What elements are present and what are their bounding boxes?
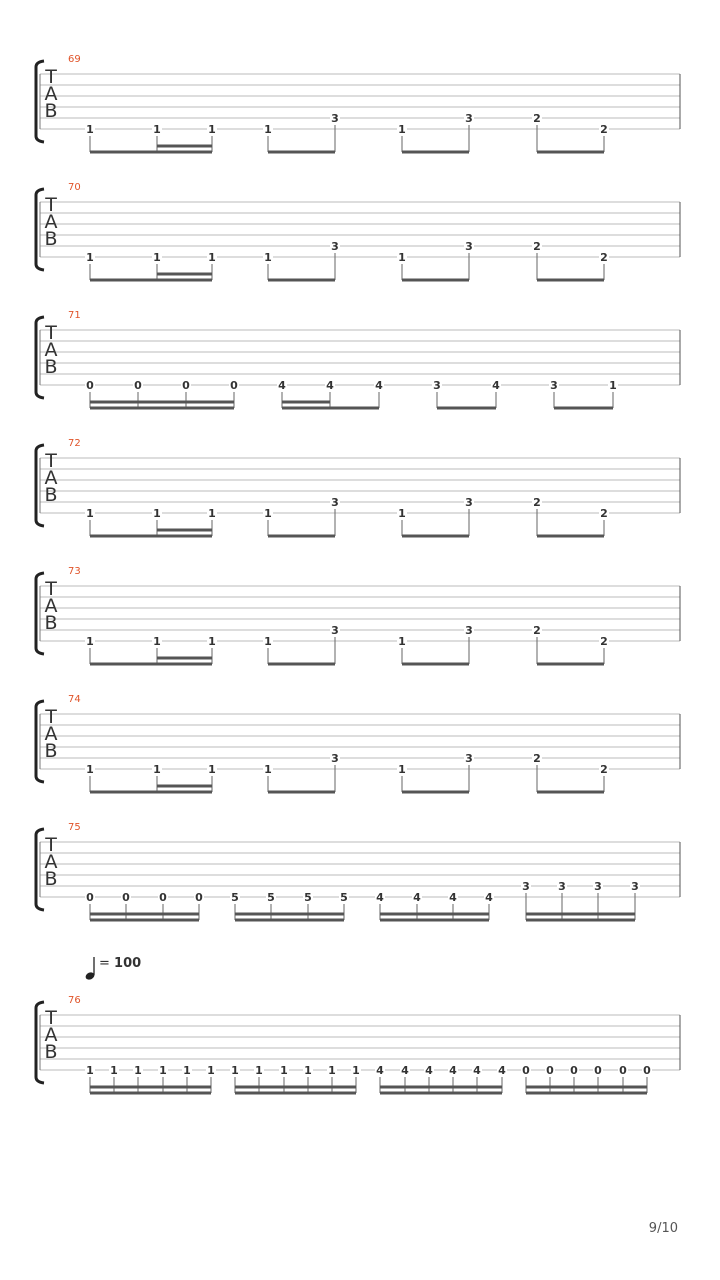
fret-number: 1: [153, 123, 161, 136]
tab-clef-letter: B: [44, 740, 58, 762]
measure-number: 70: [68, 182, 81, 193]
fret-number: 2: [600, 507, 608, 520]
fret-number: 1: [264, 507, 272, 520]
beam: [537, 151, 604, 154]
fret-number: 4: [485, 891, 493, 904]
fret-number: 0: [230, 379, 238, 392]
fret-number: 1: [86, 507, 94, 520]
measure-number: 72: [68, 438, 81, 449]
fret-number: 1: [398, 507, 406, 520]
fret-number: 1: [280, 1064, 288, 1077]
fret-number: 2: [600, 635, 608, 648]
beam: [157, 529, 212, 532]
beam: [554, 407, 613, 410]
fret-number: 1: [609, 379, 617, 392]
fret-number: 1: [398, 635, 406, 648]
fret-number: 3: [433, 379, 441, 392]
fret-number: 1: [153, 251, 161, 264]
beam: [235, 913, 344, 916]
tempo-marking: = 100: [99, 956, 142, 971]
measure-number: 76: [68, 995, 81, 1006]
fret-number: 0: [546, 1064, 554, 1077]
fret-number: 2: [600, 251, 608, 264]
tab-clef-letter: B: [44, 100, 58, 122]
fret-number: 4: [449, 1064, 457, 1077]
tab-system: [36, 310, 680, 410]
fret-number: 3: [331, 240, 339, 253]
fret-number: 1: [86, 763, 94, 776]
tab-system: [36, 182, 680, 282]
fret-number: 3: [465, 624, 473, 637]
fret-number: 3: [465, 752, 473, 765]
tab-system: [36, 822, 680, 922]
fret-number: 1: [110, 1064, 118, 1077]
tab-clef-letter: B: [44, 1041, 58, 1063]
beam: [537, 663, 604, 666]
beam: [235, 919, 344, 922]
fret-number: 1: [398, 251, 406, 264]
tab-clef-letter: T: [45, 1007, 57, 1029]
beam: [380, 913, 489, 916]
fret-number: 3: [522, 880, 530, 893]
fret-number: 0: [134, 379, 142, 392]
tab-clef-letter: T: [45, 66, 57, 88]
fret-number: 2: [533, 752, 541, 765]
beam: [402, 151, 469, 154]
measure-number: 73: [68, 566, 81, 577]
tab-clef-letter: B: [44, 228, 58, 250]
tab-clef-letter: A: [44, 339, 58, 361]
fret-number: 4: [376, 1064, 384, 1077]
fret-number: 1: [134, 1064, 142, 1077]
beam: [268, 791, 335, 794]
tab-clef-letter: B: [44, 356, 58, 378]
beam: [157, 145, 212, 148]
fret-number: 3: [631, 880, 639, 893]
beam: [268, 663, 335, 666]
fret-number: 2: [533, 112, 541, 125]
fret-number: 0: [619, 1064, 627, 1077]
fret-number: 0: [182, 379, 190, 392]
fret-number: 2: [600, 123, 608, 136]
fret-number: 0: [570, 1064, 578, 1077]
tab-clef-letter: A: [44, 1024, 58, 1046]
fret-number: 1: [86, 123, 94, 136]
fret-number: 1: [398, 763, 406, 776]
beam: [402, 663, 469, 666]
tab-clef-letter: A: [44, 83, 58, 105]
fret-number: 1: [86, 251, 94, 264]
tab-system: [36, 694, 680, 794]
beam: [268, 151, 335, 154]
beam: [90, 401, 234, 404]
fret-number: 3: [465, 496, 473, 509]
fret-number: 4: [278, 379, 286, 392]
fret-number: 1: [86, 1064, 94, 1077]
measure-number: 71: [68, 310, 81, 321]
fret-number: 1: [208, 251, 216, 264]
beam: [90, 535, 212, 538]
beam: [437, 407, 496, 410]
beam: [90, 913, 199, 916]
fret-number: 3: [331, 112, 339, 125]
beam: [526, 1086, 647, 1089]
fret-number: 3: [331, 752, 339, 765]
fret-number: 5: [304, 891, 312, 904]
beam: [90, 279, 212, 282]
beam: [90, 151, 212, 154]
beam: [380, 919, 489, 922]
fret-number: 4: [425, 1064, 433, 1077]
tab-clef-letter: T: [45, 450, 57, 472]
tab-clef-letter: A: [44, 851, 58, 873]
tab-system: [36, 956, 680, 1095]
tab-clef-letter: A: [44, 211, 58, 233]
fret-number: 2: [533, 624, 541, 637]
fret-number: 5: [231, 891, 239, 904]
fret-number: 0: [522, 1064, 530, 1077]
fret-number: 3: [550, 379, 558, 392]
beam: [235, 1086, 356, 1089]
beam: [526, 1092, 647, 1095]
beam: [402, 279, 469, 282]
beam: [90, 791, 212, 794]
fret-number: 3: [594, 880, 602, 893]
fret-number: 1: [153, 763, 161, 776]
fret-number: 0: [594, 1064, 602, 1077]
beam: [380, 1086, 502, 1089]
fret-number: 2: [533, 496, 541, 509]
fret-number: 1: [304, 1064, 312, 1077]
fret-number: 1: [208, 635, 216, 648]
beam: [90, 1092, 211, 1095]
measure-number: 69: [68, 54, 81, 65]
fret-number: 4: [375, 379, 383, 392]
measure-number: 74: [68, 694, 81, 705]
fret-number: 1: [153, 635, 161, 648]
fret-number: 1: [264, 635, 272, 648]
fret-number: 3: [558, 880, 566, 893]
tab-clef-letter: T: [45, 578, 57, 600]
fret-number: 1: [264, 251, 272, 264]
beam: [268, 535, 335, 538]
fret-number: 2: [533, 240, 541, 253]
tab-clef-letter: A: [44, 467, 58, 489]
fret-number: 1: [208, 507, 216, 520]
beam: [402, 791, 469, 794]
fret-number: 1: [153, 507, 161, 520]
fret-number: 0: [86, 379, 94, 392]
fret-number: 0: [643, 1064, 651, 1077]
beam: [282, 401, 330, 404]
beam: [235, 1092, 356, 1095]
fret-number: 3: [331, 496, 339, 509]
fret-number: 1: [208, 123, 216, 136]
fret-number: 1: [264, 763, 272, 776]
fret-number: 1: [208, 763, 216, 776]
beam: [90, 407, 234, 410]
beam: [157, 657, 212, 660]
fret-number: 1: [231, 1064, 239, 1077]
tab-system: [36, 54, 680, 154]
fret-number: 4: [413, 891, 421, 904]
tab-clef-letter: T: [45, 194, 57, 216]
tab-clef-letter: A: [44, 595, 58, 617]
fret-number: 1: [183, 1064, 191, 1077]
beam: [402, 535, 469, 538]
fret-number: 1: [255, 1064, 263, 1077]
fret-number: 0: [195, 891, 203, 904]
fret-number: 3: [465, 240, 473, 253]
beam: [90, 919, 199, 922]
beam: [157, 785, 212, 788]
tab-clef-letter: B: [44, 868, 58, 890]
beam: [537, 535, 604, 538]
fret-number: 1: [159, 1064, 167, 1077]
beam: [537, 279, 604, 282]
fret-number: 4: [326, 379, 334, 392]
measure-number: 75: [68, 822, 81, 833]
tab-clef-letter: T: [45, 322, 57, 344]
fret-number: 4: [492, 379, 500, 392]
fret-number: 1: [86, 635, 94, 648]
beam: [380, 1092, 502, 1095]
beam: [537, 791, 604, 794]
beam: [90, 663, 212, 666]
fret-number: 5: [340, 891, 348, 904]
beam: [157, 273, 212, 276]
fret-number: 4: [473, 1064, 481, 1077]
fret-number: 0: [86, 891, 94, 904]
beam: [90, 1086, 211, 1089]
fret-number: 0: [122, 891, 130, 904]
fret-number: 3: [331, 624, 339, 637]
fret-number: 4: [449, 891, 457, 904]
fret-number: 2: [600, 763, 608, 776]
tab-system: [36, 438, 680, 538]
tab-clef-letter: T: [45, 834, 57, 856]
fret-number: 3: [465, 112, 473, 125]
fret-number: 1: [207, 1064, 215, 1077]
page-number: 9/10: [648, 1221, 678, 1236]
beam: [282, 407, 379, 410]
beam: [268, 279, 335, 282]
tab-clef-letter: B: [44, 484, 58, 506]
fret-number: 1: [398, 123, 406, 136]
fret-number: 1: [328, 1064, 336, 1077]
beam: [526, 913, 635, 916]
tab-clef-letter: B: [44, 612, 58, 634]
fret-number: 4: [401, 1064, 409, 1077]
fret-number: 5: [267, 891, 275, 904]
fret-number: 0: [159, 891, 167, 904]
tab-clef-letter: T: [45, 706, 57, 728]
fret-number: 4: [498, 1064, 506, 1077]
fret-number: 1: [352, 1064, 360, 1077]
fret-number: 4: [376, 891, 384, 904]
tab-system: [36, 566, 680, 666]
tab-clef-letter: A: [44, 723, 58, 745]
beam: [526, 919, 635, 922]
fret-number: 1: [264, 123, 272, 136]
